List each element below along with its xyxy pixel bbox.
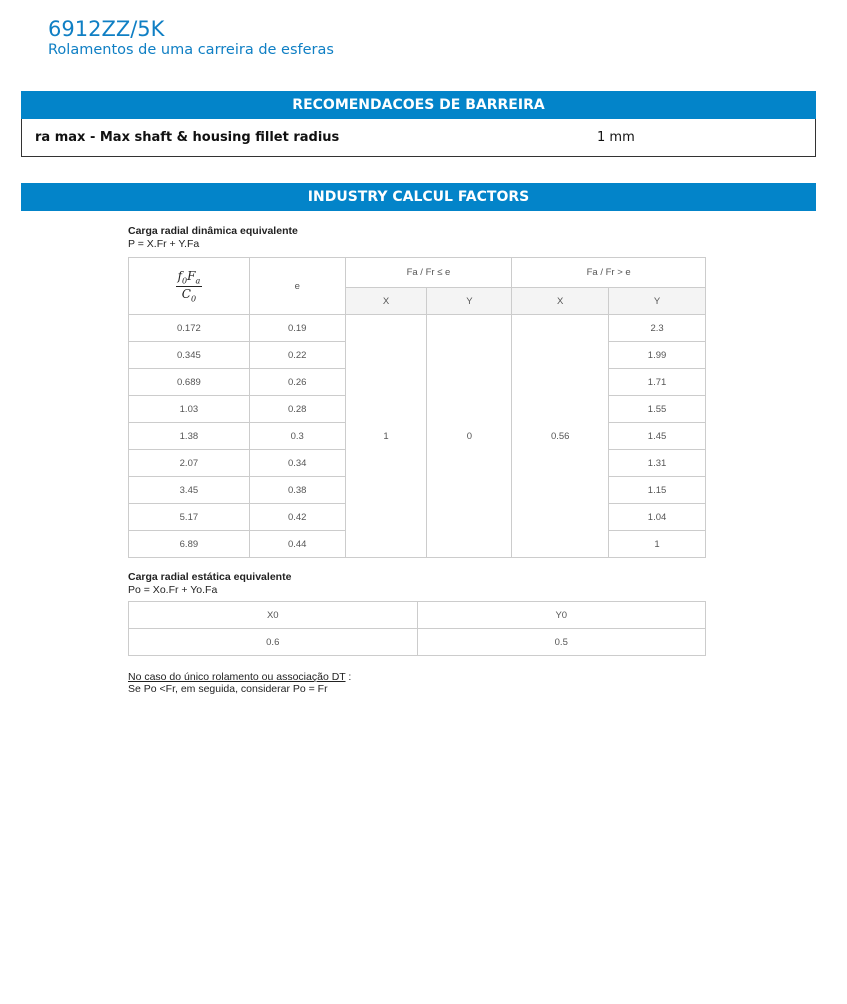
e-header: e (249, 258, 345, 315)
static-load-block (128, 571, 291, 596)
x0-header: X0 (129, 602, 418, 629)
static-load-formula: Po = Xo.Fr + Yo.Fa (128, 584, 218, 596)
e-cell: 0.19 (249, 315, 345, 342)
table-row (129, 629, 706, 656)
e-cell: 0.44 (249, 531, 345, 558)
dynamic-load-heading: Carga radial dinâmica equivalente (128, 225, 298, 237)
f-cell: 0.689 (129, 369, 250, 396)
f-cell: 1.03 (129, 396, 250, 423)
y-cell: 1.99 (609, 342, 706, 369)
group-header-gt: Fa / Fr > e (512, 258, 706, 288)
static-load-table (128, 601, 706, 656)
e-cell: 0.34 (249, 450, 345, 477)
spec-row (21, 119, 816, 157)
x2-cell: 0.56 (512, 315, 609, 558)
dynamic-load-formula: P = X.Fr + Y.Fa (128, 238, 200, 250)
product-subtitle: Rolamentos de uma carreira de esferas (48, 42, 334, 58)
x0-cell: 0.6 (129, 629, 418, 656)
note-block (128, 671, 351, 695)
y-cell: 1 (609, 531, 706, 558)
y2-header: Y (609, 288, 706, 315)
product-title: 6912ZZ/5K (48, 17, 165, 41)
static-load-heading: Carga radial estática equivalente (128, 571, 292, 583)
f-cell: 0.172 (129, 315, 250, 342)
e-cell: 0.28 (249, 396, 345, 423)
x2-header: X (512, 288, 609, 315)
f-cell: 6.89 (129, 531, 250, 558)
x1-header: X (345, 288, 427, 315)
y-cell: 1.04 (609, 504, 706, 531)
e-cell: 0.22 (249, 342, 345, 369)
spec-value: 1 mm (597, 130, 635, 145)
y1-cell: 0 (427, 315, 512, 558)
f-cell: 0.345 (129, 342, 250, 369)
group-header-le: Fa / Fr ≤ e (345, 258, 512, 288)
note-link[interactable]: No caso do único rolamento ou associação DT (128, 671, 346, 683)
spec-label: ra max - Max shaft & housing fillet radius (35, 130, 340, 145)
f-cell: 5.17 (129, 504, 250, 531)
y0-cell: 0.5 (417, 629, 706, 656)
industry-section-header: INDUSTRY CALCUL FACTORS (21, 183, 816, 211)
e-cell: 0.26 (249, 369, 345, 396)
e-cell: 0.3 (249, 423, 345, 450)
fraction-header (129, 258, 250, 315)
calc-factors-panel (128, 225, 708, 695)
f-cell: 1.38 (129, 423, 250, 450)
y-cell: 1.55 (609, 396, 706, 423)
e-cell: 0.38 (249, 477, 345, 504)
dynamic-load-table (128, 257, 706, 558)
fraction-formula: $\frac{f_0F_a}{C_0}$ (177, 269, 201, 303)
y-cell: 2.3 (609, 315, 706, 342)
note-text: Se Po <Fr, em seguida, considerar Po = Fr (128, 683, 328, 695)
f-cell: 3.45 (129, 477, 250, 504)
y-cell: 1.45 (609, 423, 706, 450)
table-row (129, 315, 706, 342)
barrier-section-header: RECOMENDACOES DE BARREIRA (21, 91, 816, 119)
y0-header: Y0 (417, 602, 706, 629)
f-cell: 2.07 (129, 450, 250, 477)
y-cell: 1.71 (609, 369, 706, 396)
y-cell: 1.15 (609, 477, 706, 504)
y-cell: 1.31 (609, 450, 706, 477)
e-cell: 0.42 (249, 504, 345, 531)
y1-header: Y (427, 288, 512, 315)
x1-cell: 1 (345, 315, 427, 558)
note-suffix: : (345, 671, 352, 683)
